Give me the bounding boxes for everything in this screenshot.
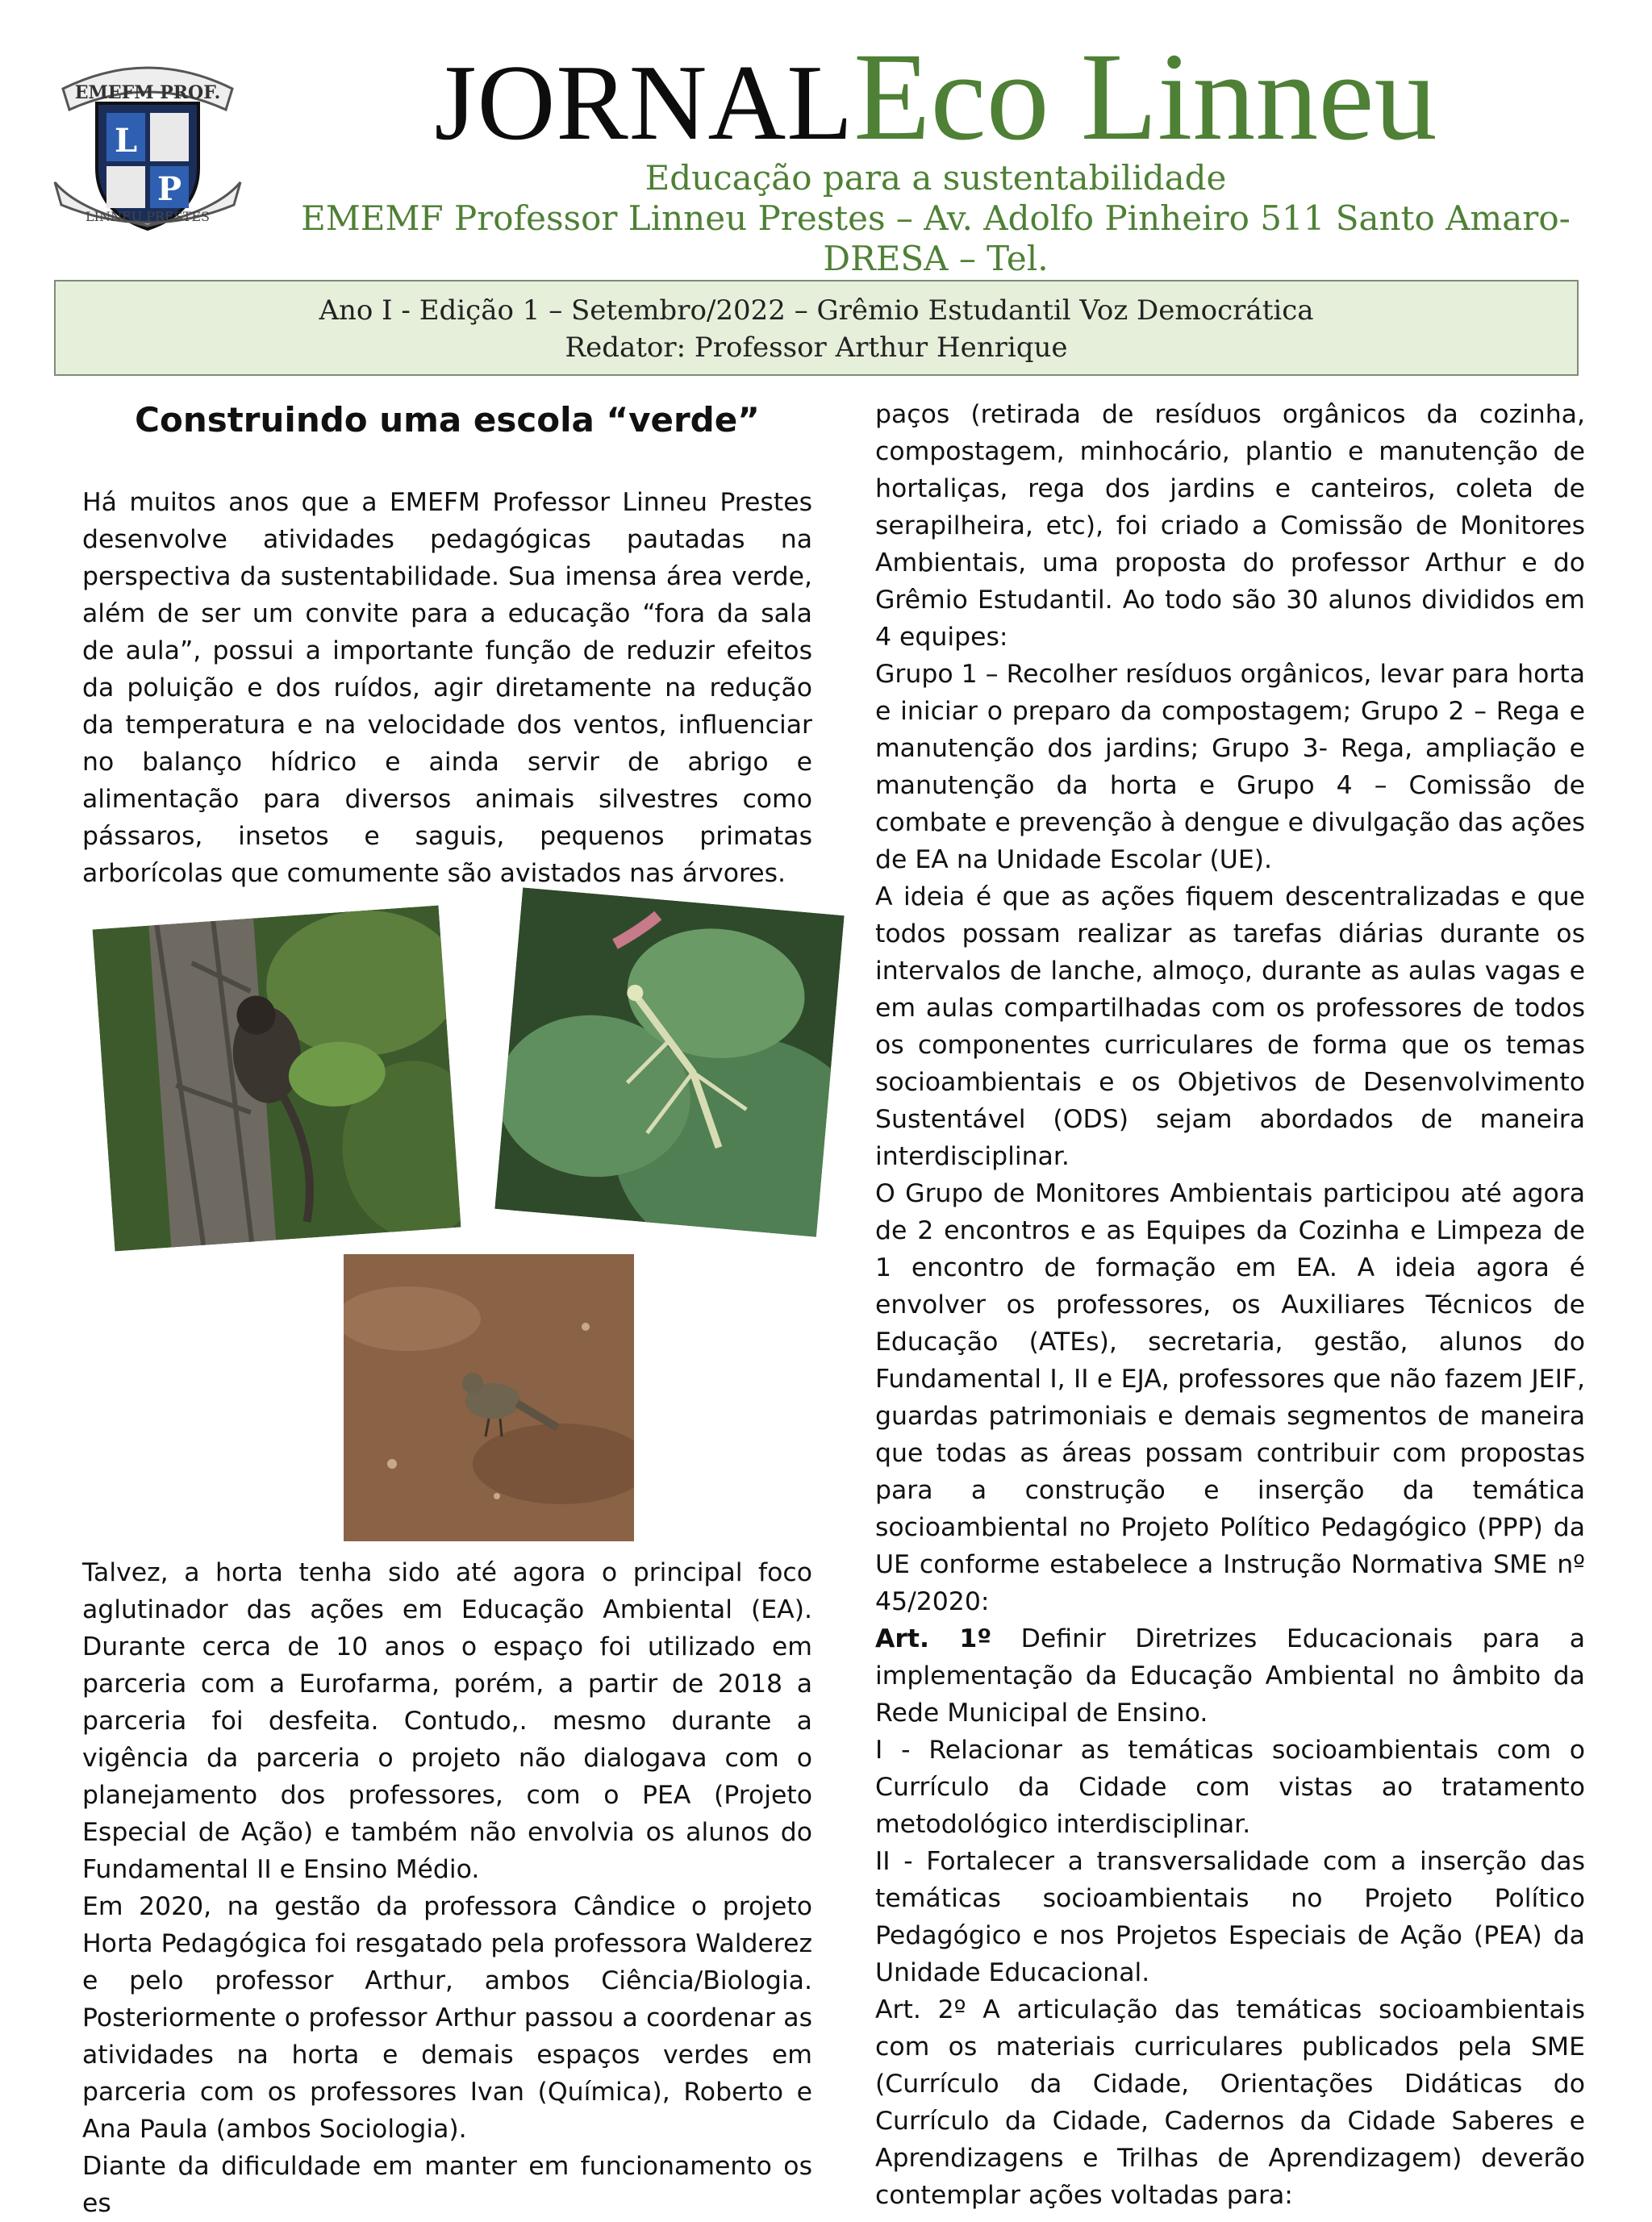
edition-banner (54, 280, 1579, 376)
paragraph: I - Relacionar as temáticas socioambientais com o Currículo da Cidade com vistas ao tratamento metodológico interdisciplinar. (875, 1736, 1585, 1839)
subtitle-slogan: Educação para a sustentabilidade (645, 158, 1227, 198)
paragraph: Grupo 1 – Recolher resíduos orgânicos, levar para horta e iniciar o preparo da compostagem; Grupo 2 – Rega e manutenção dos jardins; Grupo 3- Rega, ampliação e manutenção da horta e Grupo 4 – Comissão de combate e prevenção à dengue e divulgação das ações de EA na Unidade Escolar (UE). (875, 660, 1585, 874)
paragraph: paços (retirada de resíduos orgânicos da cozinha, compostagem, minhocário, plantio e manutenção de hortaliças, rega dos jardins e canteiros, coleta de serapilheira, etc), foi criado a Comissão de Monitores Ambientais, uma proposta do professor Arthur e do Grêmio Estudantil. Ao todo são 30 alunos divididos em 4 equipes: (875, 400, 1585, 652)
left-column-intro (82, 484, 812, 892)
logo-text-bottom: LINNEU PRESTES (86, 209, 210, 224)
logo-text-top: EMEFM PROF. (74, 82, 221, 103)
marmoset-photo (93, 905, 461, 1251)
school-logo (47, 39, 248, 237)
right-column (875, 396, 1585, 2214)
editor-line: Redator: Professor Arthur Henrique (565, 331, 1068, 364)
paragraph: II - Fortalecer a transversalidade com a inserção das temáticas socioambientais no Projeto Político Pedagógico e nos Projetos Especiais de Ação (PEA) da Unidade Educacional. (875, 1847, 1585, 1987)
paragraph: Em 2020, na gestão da professora Cândice o projeto Horta Pedagógica foi resgatado pela professora Walderez e pelo professor Arthur, ambos Ciência/Biologia. Posteriormente o professor Arthur passou a coordenar as atividades na horta e demais espaços verdes em parceria com os professores Ivan (Química), Roberto e Ana Paula (ambos Sociologia). (82, 1892, 812, 2144)
logo-letter-l: L (114, 122, 138, 160)
article-1-label: Art. 1º (875, 1624, 992, 1653)
subtitle-address: EMEMF Professor Linneu Prestes – Av. Adolfo Pinheiro 511 Santo Amaro- DRESA – Tel. (301, 198, 1571, 278)
paragraph: Há muitos anos que a EMEFM Professor Linneu Prestes desenvolve atividades pedagógicas pautadas na perspectiva da sustentabilidade. Sua imensa área verde, além de ser um convite para a educação “fora da sala de aula”, possui a importante função de reduzir efeitos da poluição e dos ruídos, agir diretamente na redução da temperatura e na velocidade dos ventos, influenciar no balanço hídrico e ainda servir de abrigo e alimentação para diversos animais silvestres como pássaros, insetos e saguis, pequenos primatas arborícolas que comumente são avistados nas árvores. (82, 488, 812, 888)
left-column-body (82, 1554, 812, 2222)
article-title: Construindo uma escola “verde” (135, 400, 760, 440)
article-1-text: Definir Diretrizes Educacionais para a implementação da Educação Ambiental no âmbito da Rede Municipal de Ensino. (875, 1624, 1585, 1728)
paragraph: Art. 2º A articulação das temáticas socioambientais com os materiais curriculares publicados pela SME (Currículo da Cidade, Orientações Didáticas do Currículo da Cidade, Cadernos da Cidade Saberes e Aprendizagens e Trilhas de Aprendizagem) deverão contemplar ações voltadas para: (875, 1995, 1585, 2210)
edition-line: Ano I - Edição 1 – Setembro/2022 – Grêmio Estudantil Voz Democrática (319, 294, 1314, 327)
paragraph: Talvez, a horta tenha sido até agora o principal foco aglutinador das ações em Educação Ambiental (EA). Durante cerca de 10 anos o espaço foi utilizado em parceria com a Eurofarma, porém, a partir de 2018 a parceria foi desfeita. Contudo,. mesmo durante a vigência da parceria o projeto não dialogava com o planejamento dos professores, com o PEA (Projeto Especial de Ação) e também não envolvia os alunos do Fundamental II e Ensino Médio. (82, 1558, 812, 1884)
masthead (266, 24, 1605, 169)
bird-photo (344, 1254, 634, 1541)
masthead-word: JORNAL (434, 43, 854, 162)
logo-letter-p: P (156, 170, 182, 208)
paragraph: O Grupo de Monitores Ambientais participou até agora de 2 encontros e as Equipes da Cozinha e Limpeza de 1 encontro de formação em EA. A ideia agora é envolver os professores, os Auxiliares Técnicos de Educação (ATEs), secretaria, gestão, alunos do Fundamental I, II e EJA, professores que não fazem JEIF, guardas patrimoniais e demais segmentos de maneira que todas as áreas possam contribuir com propostas para a construção e inserção da temática socioambiental no Projeto Político Pedagógico (PPP) da UE conforme estabelece a Instrução Normativa SME nº 45/2020: (875, 1179, 1585, 1616)
paragraph: A ideia é que as ações fiquem descentralizadas e que todos possam realizar as tarefas diárias durante os intervalos de lanche, almoço, durante as aulas vagas e em aulas compartilhadas com os professores de todos os componentes curriculares de forma que os temas socioambientais e os Objetivos de Desenvolvimento Sustentável (ODS) sejam abordados de maneira interdisciplinar. (875, 882, 1585, 1171)
masthead-brand: Eco Linneu (853, 27, 1437, 166)
article-1-paragraph (875, 1620, 1585, 1732)
mantis-photo (494, 887, 844, 1236)
paragraph: Diante da dificuldade em manter em funcionamento os es (82, 2152, 812, 2218)
